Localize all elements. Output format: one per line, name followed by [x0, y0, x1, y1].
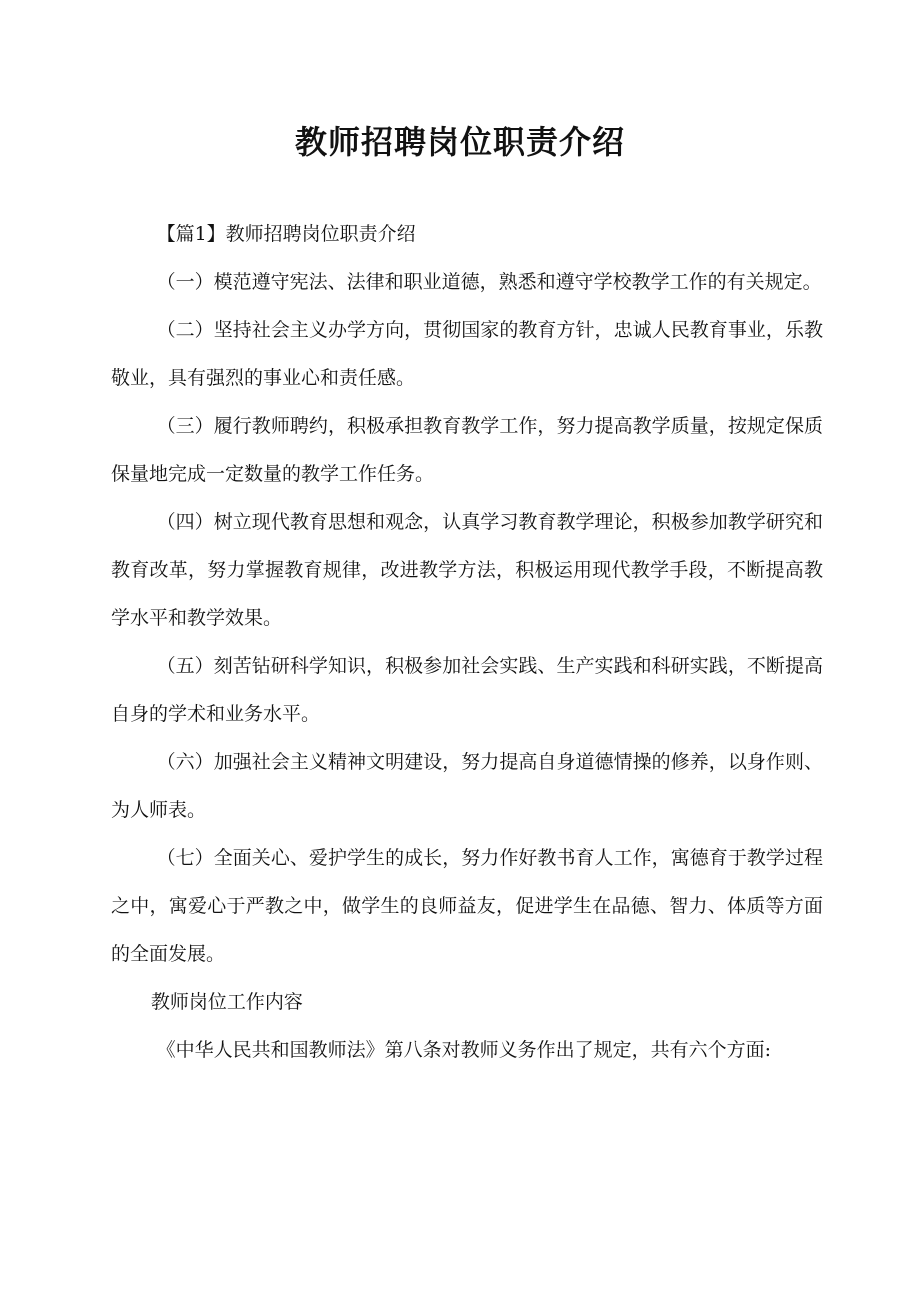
section-heading: 【篇1】教师招聘岗位职责介绍: [156, 223, 416, 245]
paragraph-4: （四）树立现代教育思想和观念，认真学习教育教学理论，积极参加教学研究和教育改革，努力掌握教育规律，改进教学方法，积极运用现代教学手段，不断提高教学水平和教学效果。: [111, 511, 823, 629]
document-body: [111, 210, 823, 1074]
paragraph-6: （六）加强社会主义精神文明建设，努力提高自身道德情操的修养，以身作则、为人师表。: [111, 751, 823, 821]
paragraph-7: （七）全面关心、爱护学生的成长，努力作好教书育人工作，寓德育于教学过程之中，寓爱心于严教之中，做学生的良师益友，促进学生在品德、智力、体质等方面的全面发展。: [111, 847, 823, 965]
paragraph-5: （五）刻苦钻研科学知识，积极参加社会实践、生产实践和科研实践，不断提高自身的学术和业务水平。: [111, 655, 823, 725]
closing-paragraph: 《中华人民共和国教师法》第八条对教师义务作出了规定，共有六个方面:: [156, 1039, 771, 1061]
document-title: 教师招聘岗位职责介绍: [294, 123, 625, 161]
paragraph-1: （一）模范遵守宪法、法律和职业道德，熟悉和遵守学校教学工作的有关规定。: [156, 271, 822, 293]
paragraph-2: （二）坚持社会主义办学方向，贯彻国家的教育方针，忠诚人民教育事业，乐教敬业，具有强烈的事业心和责任感。: [111, 319, 823, 389]
paragraph-3: （三）履行教师聘约，积极承担教育教学工作，努力提高教学质量，按规定保质保量地完成一定数量的教学工作任务。: [111, 415, 823, 485]
sub-heading: 教师岗位工作内容: [150, 991, 303, 1013]
